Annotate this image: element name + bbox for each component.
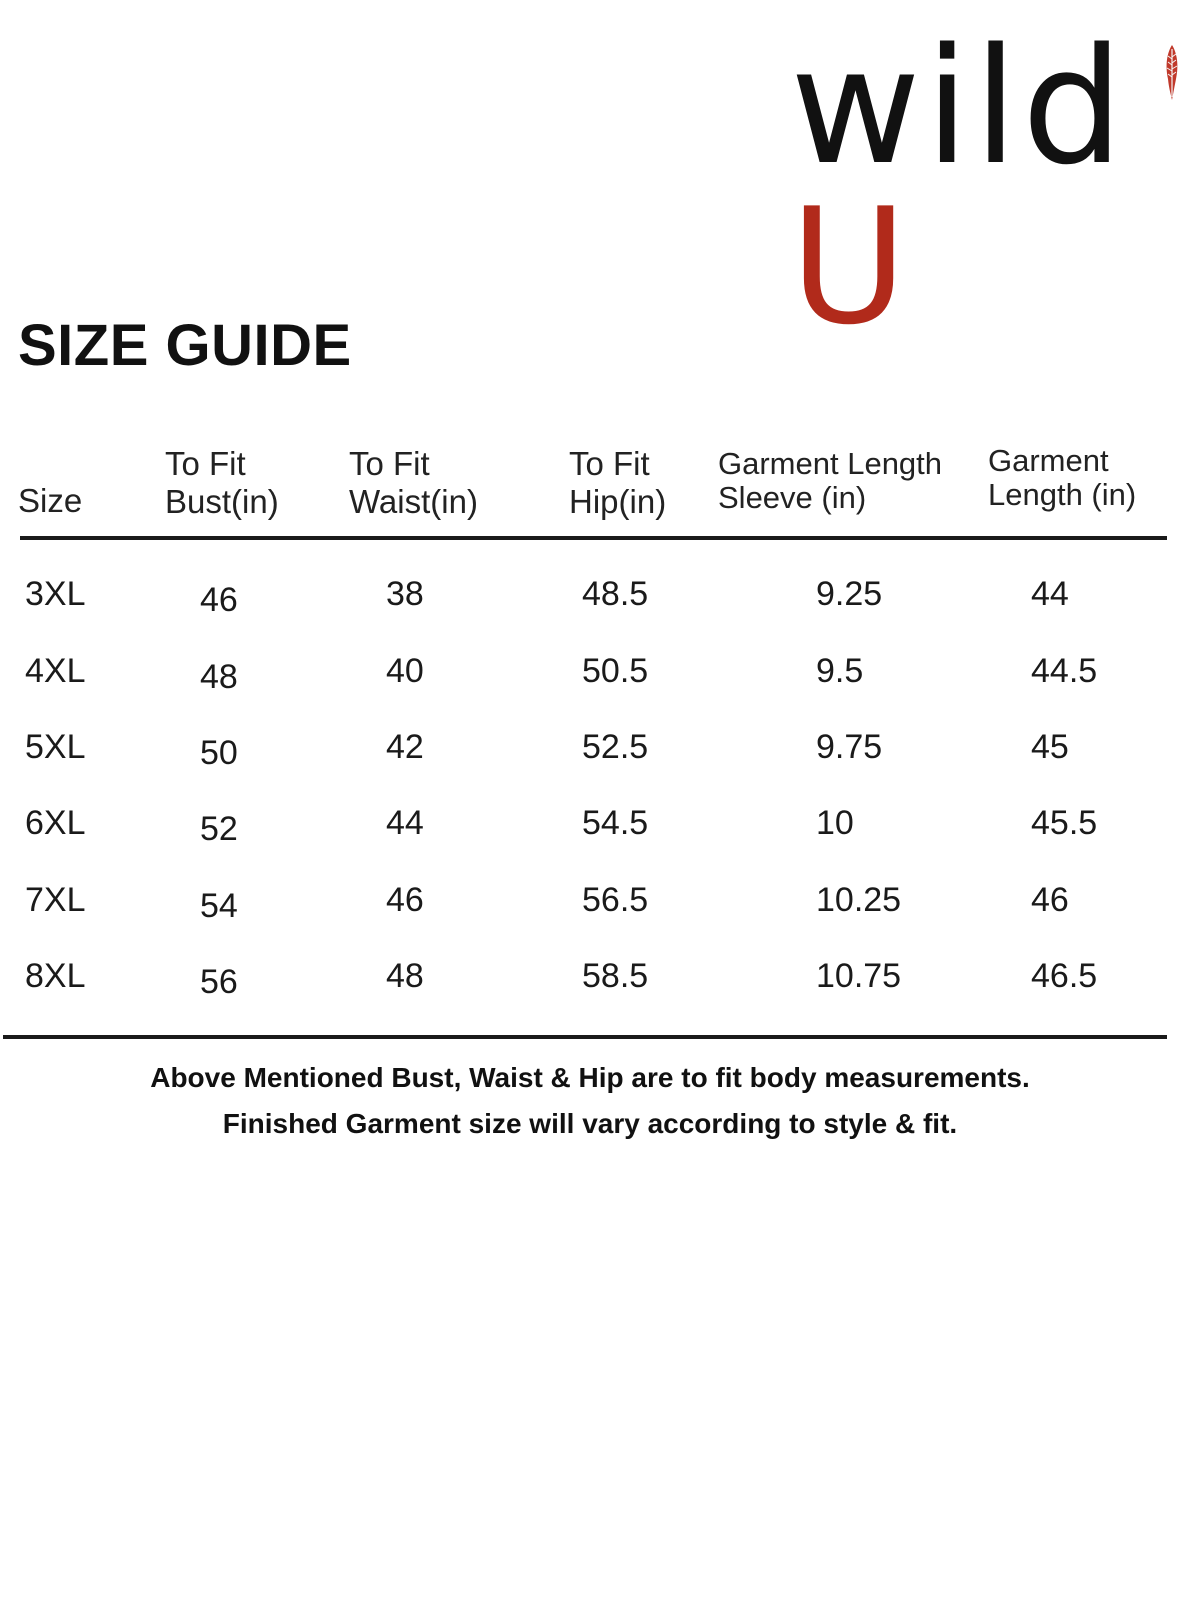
table-cell: 9.25 (816, 575, 883, 613)
table-cell: 56.5 (582, 881, 649, 919)
column-header-line2: Size (18, 482, 83, 519)
table-cell: 46 (1031, 881, 1069, 919)
column-header-line2: Sleeve (in) (718, 480, 867, 515)
column-header-line2: Bust(in) (165, 483, 279, 520)
column-header-3 (569, 445, 666, 521)
table-cell: 44 (386, 804, 424, 842)
table-cell: 40 (386, 652, 424, 690)
column-header-4 (718, 447, 942, 515)
size-label: 3XL (25, 575, 86, 613)
logo-text-accent: U (790, 173, 912, 360)
table-cell: 10 (816, 804, 854, 842)
table-cell: 9.75 (816, 728, 883, 766)
table-cell: 48 (200, 658, 238, 696)
column-header-line1: Garment (988, 443, 1109, 478)
feather-icon (1164, 45, 1180, 100)
column-header-line1: To Fit (165, 445, 246, 482)
table-cell: 50.5 (582, 652, 649, 690)
page-title: SIZE GUIDE (18, 313, 352, 378)
table-cell: 46 (200, 581, 238, 619)
table-cell: 50 (200, 734, 238, 772)
table-cell: 38 (386, 575, 424, 613)
column-header-0 (18, 482, 82, 520)
column-header-line2: Waist(in) (349, 483, 478, 520)
column-header-line2: Hip(in) (569, 483, 667, 520)
table-cell: 48.5 (582, 575, 649, 613)
size-label: 6XL (25, 804, 86, 842)
column-header-5 (988, 444, 1136, 512)
table-cell: 44.5 (1031, 652, 1098, 690)
brand-logo (790, 13, 1190, 360)
column-header-line2: Length (in) (988, 477, 1137, 512)
size-label: 7XL (25, 881, 86, 919)
table-cell: 46.5 (1031, 957, 1098, 995)
table-cell: 56 (200, 963, 238, 1001)
table-bottom-divider (3, 1035, 1167, 1039)
table-cell: 46 (386, 881, 424, 919)
table-cell: 52 (200, 810, 238, 848)
column-header-1 (165, 445, 279, 521)
table-cell: 10.75 (816, 957, 902, 995)
table-cell: 58.5 (582, 957, 649, 995)
size-label: 5XL (25, 728, 86, 766)
column-header-2 (349, 445, 478, 521)
table-cell: 54 (200, 887, 238, 925)
column-header-line1: To Fit (349, 445, 430, 482)
table-cell: 45 (1031, 728, 1069, 766)
table-cell: 45.5 (1031, 804, 1098, 842)
column-header-line1: Garment Length (718, 446, 943, 481)
table-cell: 9.5 (816, 652, 864, 690)
footnote-line-2: Finished Garment size will vary according to style & fit. (222, 1108, 958, 1139)
table-cell: 52.5 (582, 728, 649, 766)
table-cell: 54.5 (582, 804, 649, 842)
header-divider (20, 536, 1167, 540)
column-header-line1: To Fit (569, 445, 650, 482)
table-cell: 48 (386, 957, 424, 995)
table-cell: 42 (386, 728, 424, 766)
footnote-line-1: Above Mentioned Bust, Waist & Hip are to fit body measurements. (150, 1062, 1030, 1093)
size-label: 4XL (25, 652, 86, 690)
size-label: 8XL (25, 957, 86, 995)
table-cell: 10.25 (816, 881, 902, 919)
brand-logo-text (790, 13, 1190, 360)
table-cell: 44 (1031, 575, 1069, 613)
logo-text-main: wild (790, 13, 1128, 200)
